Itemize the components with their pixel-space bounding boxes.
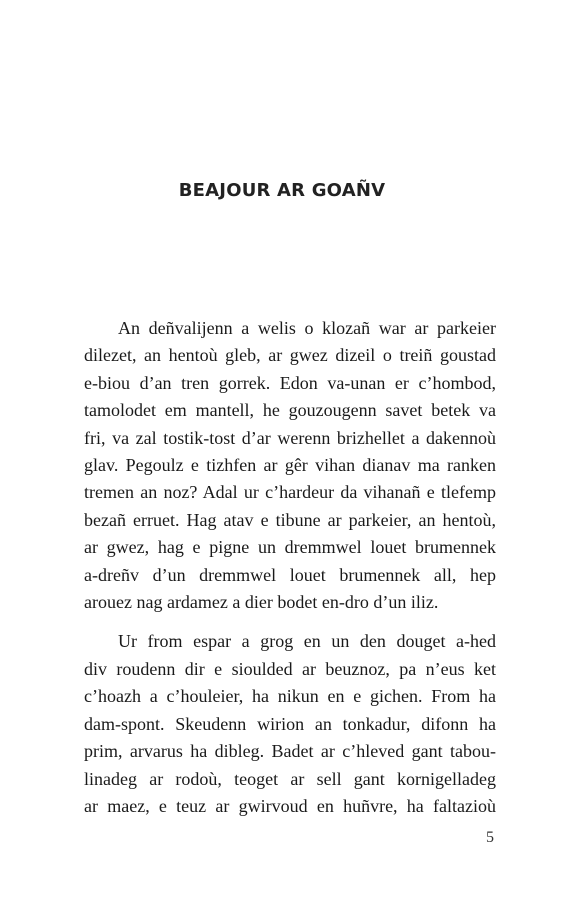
text-line: arouez nag ardamez a dier bodet en-dro d’un iliz. [84, 592, 439, 613]
text-line: ar gwez, hag e pigne un dremmwel louet brumennek [84, 537, 496, 558]
text-line: tamolodet em mantell, he gouzougenn savet betek va [84, 400, 496, 421]
body-text [84, 315, 496, 820]
text-line: c’hoazh a c’houleier, ha nikun en e gichen. From ha [84, 686, 496, 707]
paragraph-2 [84, 628, 496, 820]
text-line: ar maez, e teuz ar gwirvoud en huñvre, ha faltazioù [84, 795, 496, 816]
text-line: div roudenn dir e sioulded ar beuznoz, pa n’eus ket [84, 658, 496, 679]
text-line: Ur from espar a grog en un den douget a-hed [118, 631, 496, 652]
text-line: dilezet, an hentoù gleb, ar gwez dizeil o treiñ goustad [84, 345, 496, 366]
text-line: e-biou d’an tren gorrek. Edon va-unan er c’hombod, [84, 372, 496, 393]
text-line: dam-spont. Skeudenn wirion an tonkadur, difonn ha [84, 713, 496, 734]
text-line: prim, arvarus ha dibleg. Badet ar c’hleved gant tabou- [84, 741, 496, 762]
text-line: An deñvalijenn a welis o klozañ war ar parkeier [118, 318, 496, 338]
text-line: linadeg ar rodoù, teoget ar sell gant kornigelladeg [84, 768, 496, 789]
text-line: glav. Pegoulz e tizhfen ar gêr vihan dianav ma ranken [84, 455, 496, 476]
paragraph-1 [84, 315, 496, 616]
text-line: a-dreñv d’un dremmwel louet brumennek all, hep [84, 564, 496, 585]
page-number: 5 [486, 829, 494, 846]
chapter-title: BEAJOUR AR GOAÑV [178, 180, 386, 201]
text-line: bezañ erruet. Hag atav e tibune ar parkeier, an hentoù, [84, 509, 496, 530]
text-line: fri, va zal tostik-tost d’ar werenn brizhellet a dakennoù [84, 427, 496, 448]
text-line: tremen an noz? Adal ur c’hardeur da vihanañ e tlefemp [84, 482, 496, 503]
